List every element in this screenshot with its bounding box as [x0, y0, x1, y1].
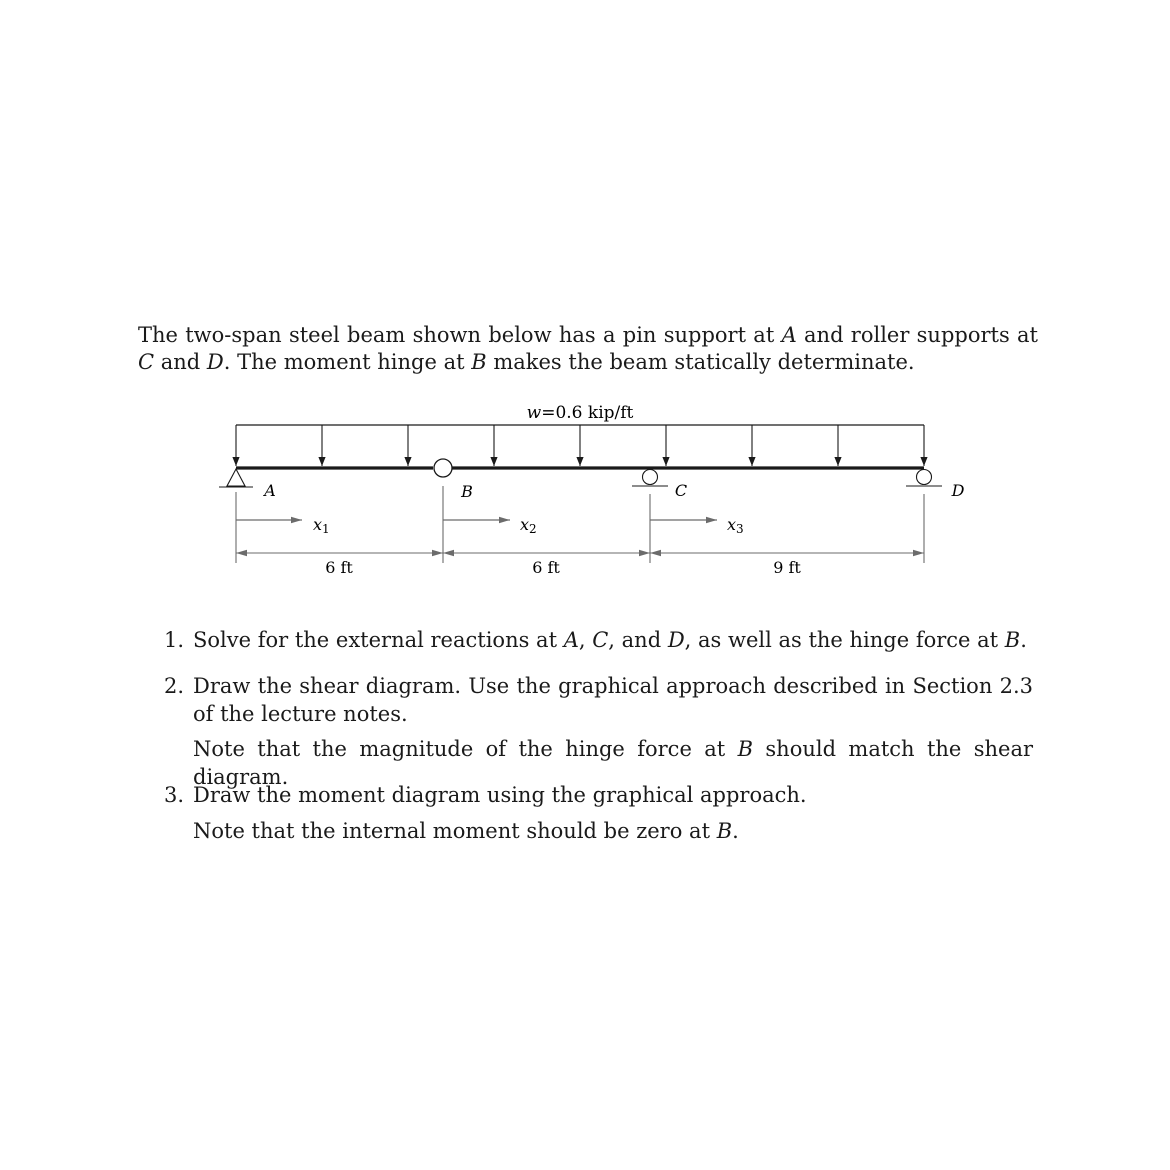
- label-d: D: [951, 481, 965, 500]
- question-number: 3.: [164, 783, 185, 807]
- moment-hinge-b: [434, 459, 452, 477]
- x1-label: x1: [313, 515, 330, 536]
- span-cd-label: 9 ft: [773, 558, 801, 577]
- roller-support-c: [632, 470, 668, 487]
- var-A: A: [781, 323, 797, 347]
- roller-support-d: [906, 470, 942, 487]
- x2-label: x2: [520, 515, 537, 536]
- var-C: C: [138, 350, 155, 374]
- pin-support-a: [219, 469, 253, 487]
- span-ab-label: 6 ft: [325, 558, 353, 577]
- extension-lines: [236, 486, 924, 563]
- question-number: 1.: [164, 628, 185, 652]
- var-B: B: [471, 350, 487, 374]
- label-a: A: [264, 481, 276, 500]
- var-D: D: [206, 350, 224, 374]
- label-b: B: [461, 482, 473, 501]
- intro-text: and roller supports at: [796, 323, 1038, 347]
- question-text: Draw the moment diagram using the graphical approach.: [193, 783, 807, 807]
- question-text: Draw the shear diagram. Use the graphical approach described in Section 2.3 of the lecture notes.: [193, 674, 1033, 726]
- note-text: Note that the internal moment should be zero at B.: [193, 819, 739, 843]
- intro-text: makes the beam statically determinate.: [486, 350, 915, 374]
- intro-text: . The moment hinge at: [223, 350, 472, 374]
- intro-text: The two-span steel beam shown below has a pin support at: [138, 323, 782, 347]
- load-label: w=0.6 kip/ft: [526, 403, 634, 423]
- note-text: Note that the magnitude of the hinge force at B should match the shear diagram.: [193, 737, 1034, 789]
- span-bc-label: 6 ft: [532, 558, 560, 577]
- distributed-load-arrows: [236, 425, 924, 466]
- intro-text: and: [154, 350, 207, 374]
- x3-label: x3: [727, 515, 744, 536]
- label-c: C: [674, 481, 688, 500]
- question-number: 2.: [164, 674, 185, 698]
- question-text: Solve for the external reactions at A, C, and D, as well as the hinge force at B.: [193, 628, 1027, 652]
